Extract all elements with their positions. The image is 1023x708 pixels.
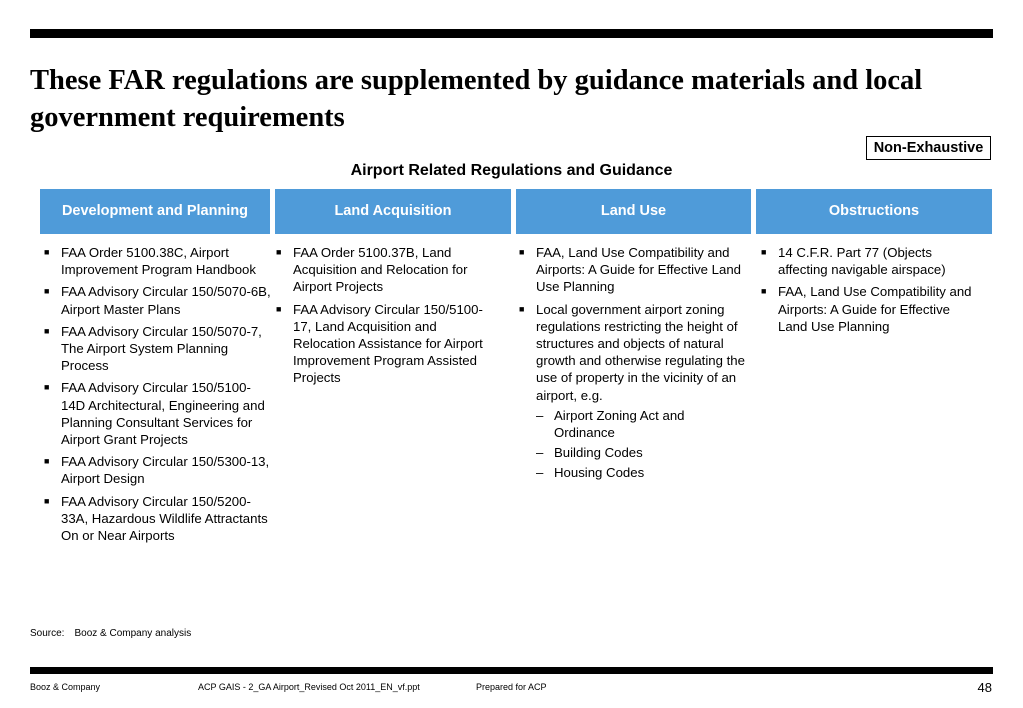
bullet-list: [273, 244, 498, 387]
column-land-use: [516, 244, 746, 487]
sub-list-item: – Building Codes: [536, 445, 643, 461]
bullet-list: [41, 244, 271, 544]
column-obstructions: [758, 244, 973, 340]
column-land-acquisition: [273, 244, 498, 392]
square-bullet-icon: ■: [761, 247, 767, 257]
non-exhaustive-badge: Non-Exhaustive: [866, 136, 991, 160]
sub-bullet-list: [536, 407, 746, 482]
square-bullet-icon: ■: [44, 325, 50, 336]
bullet-list: [758, 244, 973, 335]
column-development-and-planning: [41, 244, 271, 549]
list-item: ■ FAA Order 5100.37B, Land Acquisition and Relocation for Airport Projects: [276, 245, 468, 295]
dash-bullet-icon: –: [536, 445, 544, 461]
list-item: ■ FAA, Land Use Compatibility and Airports: A Guide for Effective Land Use Planning: [519, 245, 742, 295]
list-item: ■ FAA Advisory Circular 150/5070-7, The Airport System Planning Process: [44, 323, 262, 374]
square-bullet-icon: ■: [44, 382, 50, 393]
header-development-and-planning: Development and Planning: [40, 189, 270, 234]
footer-prepared-for: Prepared for ACP: [476, 682, 547, 692]
list-item: ■ 14 C.F.R. Part 77 (Objects affecting navigable airspace): [761, 245, 946, 278]
top-rule: [30, 29, 993, 38]
list-item: ■ FAA, Land Use Compatibility and Airports: A Guide for Effective Land Use Planning: [761, 284, 972, 334]
list-item: ■ FAA Advisory Circular 150/5100-14D Architectural, Engineering and Planning Consultant Services for Airport Grant Projects: [44, 380, 265, 448]
square-bullet-icon: ■: [44, 247, 50, 257]
page-number: 48: [977, 680, 992, 695]
list-item: ■ FAA Advisory Circular 150/5100-17, Land Acquisition and Relocation Assistance for Airport Improvement Program Assisted Projects: [276, 301, 483, 386]
square-bullet-icon: ■: [44, 495, 50, 506]
square-bullet-icon: ■: [276, 247, 282, 257]
source-label: Source:: [30, 628, 65, 639]
source-note: [30, 628, 191, 639]
dash-bullet-icon: –: [536, 407, 544, 423]
source-text: Booz & Company analysis: [74, 628, 192, 639]
square-bullet-icon: ■: [44, 286, 50, 297]
footer-file-name: ACP GAIS - 2_GA Airport_Revised Oct 2011_EN_vf.ppt: [198, 682, 420, 692]
list-item: ■ Local government airport zoning regulations restricting the height of structures and objects of natural growth and otherwise regulating the use of property in the vicinity of an airport, e.g. – Airport Zoning Act and Ordinance – Building Codes – Housing Codes: [519, 301, 745, 481]
square-bullet-icon: ■: [519, 247, 525, 257]
header-obstructions: Obstructions: [756, 189, 992, 234]
header-land-use: Land Use: [516, 189, 751, 234]
list-item: ■ FAA Advisory Circular 150/5300-13, Airport Design: [44, 454, 270, 487]
list-item: ■ FAA Advisory Circular 150/5200-33A, Hazardous Wildlife Attractants On or Near Airports: [44, 493, 268, 544]
list-item: ■ FAA Advisory Circular 150/5070-6B, Airport Master Plans: [44, 284, 271, 317]
square-bullet-icon: ■: [276, 303, 282, 314]
list-item: ■ FAA Order 5100.38C, Airport Improvement Program Handbook: [44, 245, 256, 278]
sub-list-item: – Airport Zoning Act and Ordinance: [536, 407, 685, 441]
header-land-acquisition: Land Acquisition: [275, 189, 511, 234]
footer-company: Booz & Company: [30, 682, 101, 692]
slide-title: These FAR regulations are supplemented by guidance materials and local government requirements: [30, 65, 923, 133]
dash-bullet-icon: –: [536, 465, 544, 481]
bottom-rule: [30, 667, 993, 674]
square-bullet-icon: ■: [519, 303, 525, 314]
bullet-list: [516, 244, 746, 482]
square-bullet-icon: ■: [761, 286, 767, 297]
table-subtitle: Airport Related Regulations and Guidance: [350, 162, 673, 179]
square-bullet-icon: ■: [44, 456, 50, 467]
sub-list-item: – Housing Codes: [536, 465, 645, 481]
